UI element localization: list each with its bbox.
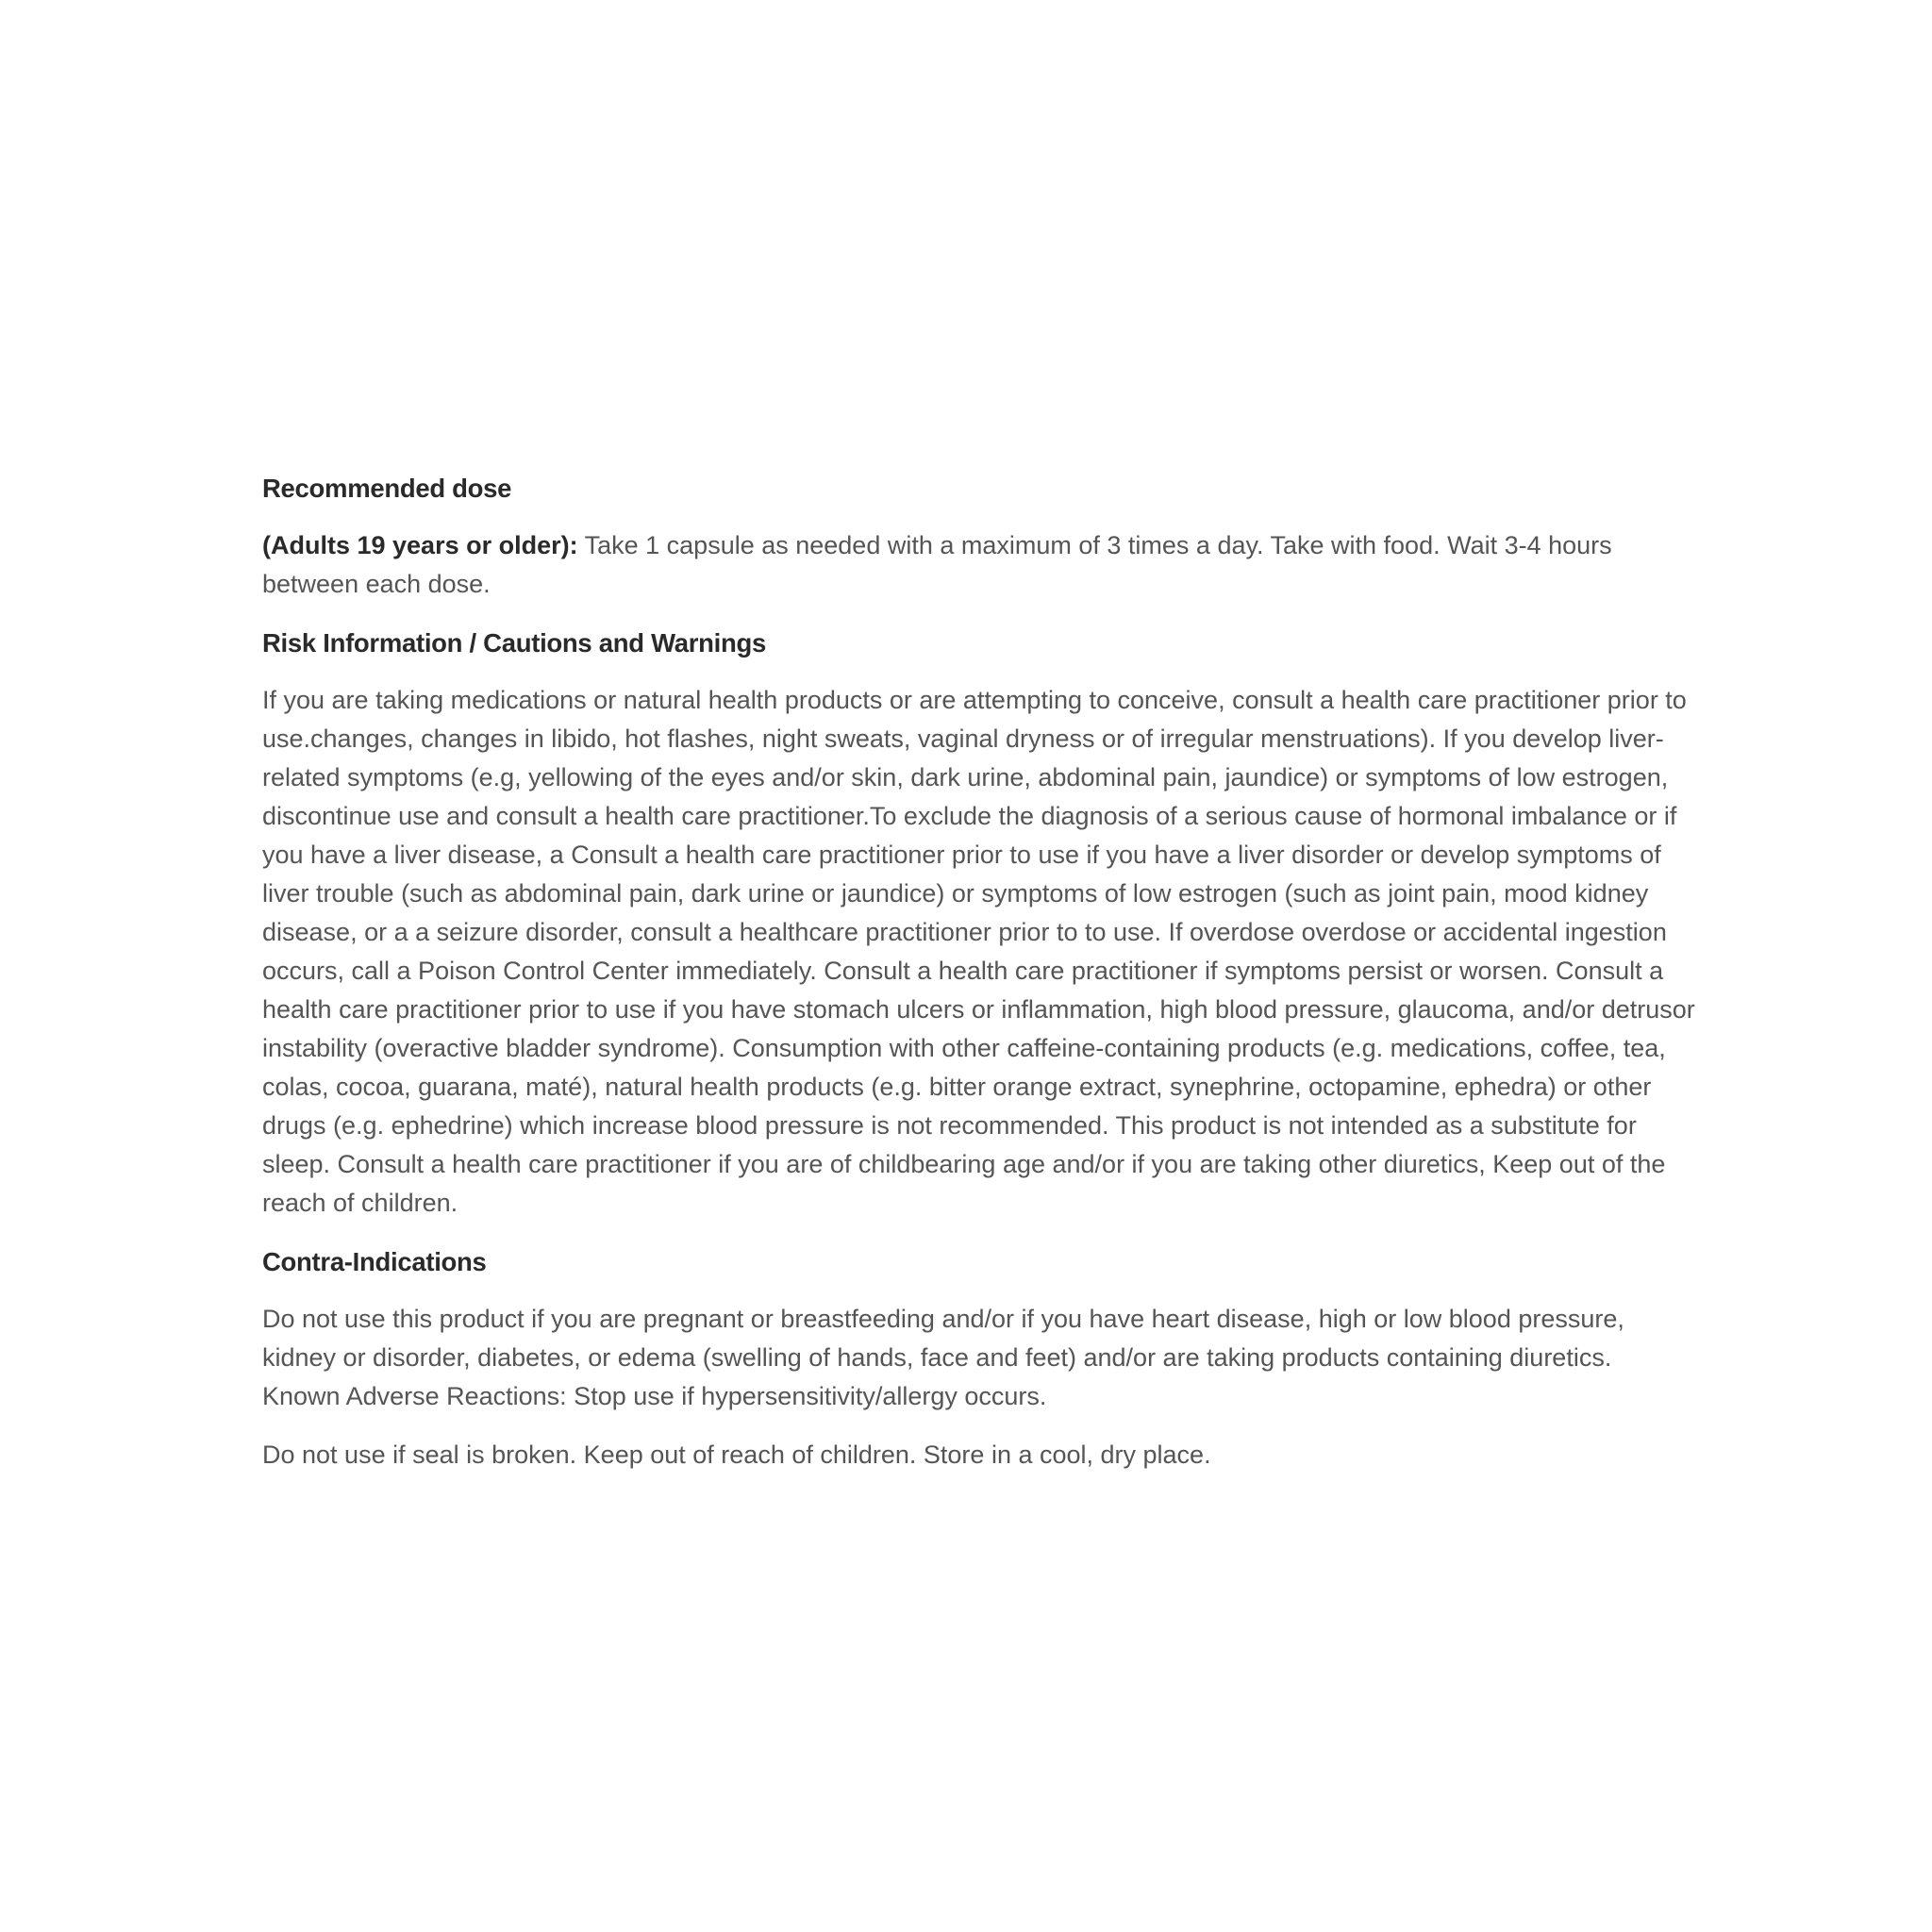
contra-indications-text: Do not use this product if you are pregnant or breastfeeding and/or if you have heart disease, high or low blood pressure, kidney or disorder, diabetes, or edema (swelling of hands, face and feet) and/or are taking products containing diuretics. Known Adverse Reactions: Stop use if hypersensitivity/allergy occurs. [262,1305,1624,1410]
dose-audience-label: (Adults 19 years or older): [262,531,578,559]
recommended-dose-heading: Recommended dose [262,474,512,503]
product-info-content [262,469,1696,1494]
risk-information-text: If you are taking medications or natural health products or are attempting to conceive, consult a health care practitioner prior to use.changes, changes in libido, hot flashes, night sweats, vaginal dryness or of irregular menstruations). If you develop liver-related symptoms (e.g, yellowing of the eyes and/or skin, dark urine, abdominal pain, jaundice) or symptoms of low estrogen, discontinue use and consult a health care practitioner.To exclude the diagnosis of a serious cause of hormonal imbalance or if you have a liver disease, a Consult a health care practitioner prior to use if you have a liver disorder or develop symptoms of liver trouble (such as abdominal pain, dark urine or jaundice) or symptoms of low estrogen (such as joint pain, mood kidney disease, or a a seizure disorder, consult a healthcare practitioner prior to to use. If overdose overdose or accidental ingestion occurs, call a Poison Control Center immediately. Consult a health care practitioner if symptoms persist or worsen. Consult a health care practitioner prior to use if you have stomach ulcers or inflammation, high blood pressure, glaucoma, and/or detrusor instability (overactive bladder syndrome). Consumption with other caffeine-containing products (e.g. medications, coffee, tea, colas, cocoa, guarana, maté), natural health products (e.g. bitter orange extract, synephrine, octopamine, ephedra) or other drugs (e.g. ephedrine) which increase blood pressure is not recommended. This product is not intended as a substitute for sleep. Consult a health care practitioner if you are of childbearing age and/or if you are taking other diuretics, Keep out of the reach of children. [262,686,1695,1217]
storage-text: Do not use if seal is broken. Keep out of reach of children. Store in a cool, dry place. [262,1441,1211,1469]
dose-instructions: Take 1 capsule as needed with a maximum of 3 times a day. Take with food. Wait 3-4 hours between each dose. [262,531,1612,598]
recommended-dose-text [262,526,1696,604]
risk-information-heading: Risk Information / Cautions and Warnings [262,628,766,658]
contra-indications-heading: Contra-Indications [262,1247,487,1276]
